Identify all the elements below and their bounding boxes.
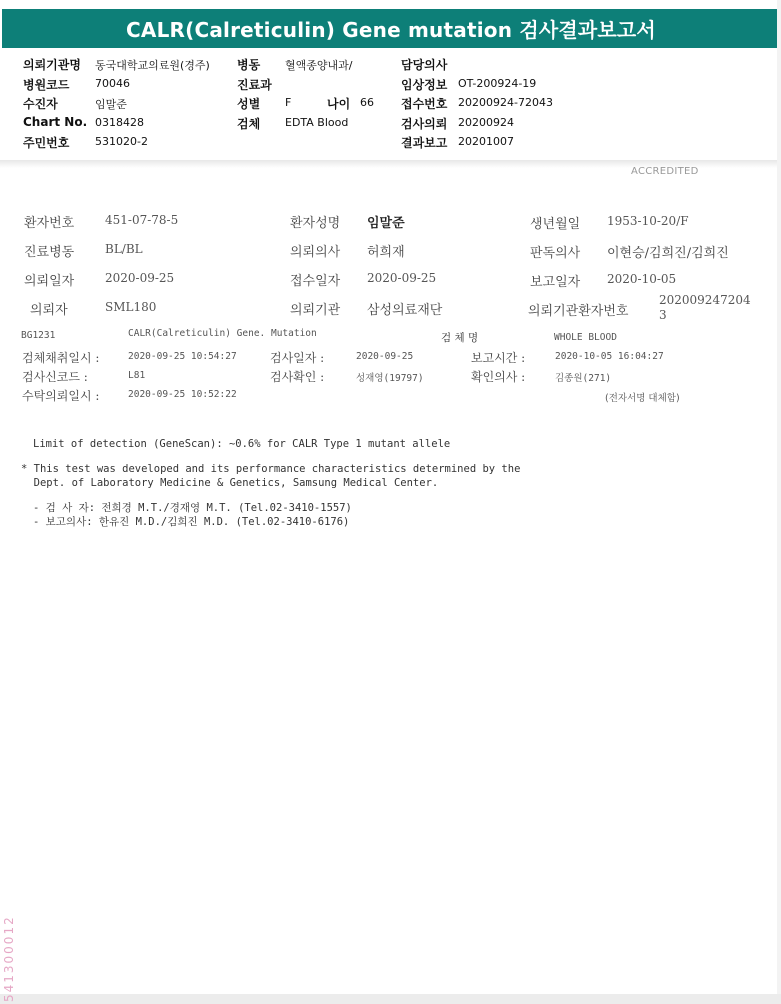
header-label: 검사의뢰 bbox=[401, 117, 448, 131]
header-label: 병동 bbox=[237, 58, 261, 72]
reporter-line: - 보고의사: 한유진 M.D./김희진 M.D. (Tel.02-3410-6176) bbox=[33, 516, 350, 528]
header-value: 531020-2 bbox=[95, 135, 148, 148]
patient-value: BL/BL bbox=[105, 242, 143, 256]
test-value: L81 bbox=[128, 370, 146, 381]
header-value: 20201007 bbox=[458, 135, 514, 148]
header-value: 0318428 bbox=[95, 116, 144, 129]
header-label: 진료과 bbox=[237, 78, 272, 92]
tester-line: - 검 사 자: 전희경 M.T./경재영 M.T. (Tel.02-3410-1557) bbox=[33, 502, 352, 514]
header-label: 병원코드 bbox=[23, 78, 70, 92]
patient-label: 의뢰의사 bbox=[290, 245, 341, 260]
patient-label: 의뢰기관 bbox=[290, 303, 341, 318]
test-label: 검사일자 : bbox=[270, 351, 325, 365]
patient-label: 보고일자 bbox=[530, 275, 581, 290]
age-value: 66 bbox=[360, 96, 374, 109]
header-value: EDTA Blood bbox=[285, 116, 349, 129]
patient-value: 451-07-78-5 bbox=[105, 213, 179, 227]
disclaimer-line-1: * This test was developed and its performance characteristics determined by the bbox=[21, 463, 521, 475]
test-name: CALR(Calreticulin) Gene. Mutation bbox=[128, 328, 317, 339]
header-info bbox=[0, 0, 781, 160]
header-value: 임말준 bbox=[95, 98, 127, 111]
side-serial-code: 541300012 bbox=[2, 915, 16, 1002]
patient-value: 허희재 bbox=[367, 245, 405, 260]
header-label: 주민번호 bbox=[23, 136, 70, 150]
patient-value: 1953-10-20/F bbox=[607, 214, 689, 228]
test-label: 수탁의뢰일시 : bbox=[22, 389, 100, 403]
patient-label: 진료병동 bbox=[24, 245, 75, 260]
header-value: OT-200924-19 bbox=[458, 77, 537, 90]
test-value: 김종원(271) bbox=[555, 373, 612, 384]
lod-note: Limit of detection (GeneScan): ~0.6% for CALR Type 1 mutant allele bbox=[33, 438, 451, 450]
specimen-label: 검 체 명 bbox=[441, 332, 479, 344]
report-title: CALR(Calreticulin) Gene mutation 검사결과보고서 bbox=[2, 9, 780, 48]
patient-value: 이현승/김희진/김희진 bbox=[607, 246, 729, 261]
test-value: 2020-09-25 bbox=[356, 351, 414, 362]
test-label: 검체채취일시 : bbox=[22, 351, 100, 365]
header-label: 임상정보 bbox=[401, 78, 448, 92]
header-label: Chart No. bbox=[23, 115, 88, 129]
header-label: 의뢰기관명 bbox=[23, 58, 81, 72]
patient-label: 접수일자 bbox=[290, 274, 341, 289]
patient-label: 환자번호 bbox=[24, 216, 75, 231]
patient-value: 202009247204 bbox=[659, 293, 751, 307]
patient-label: 의뢰기관환자번호 bbox=[528, 304, 629, 319]
test-label: 확인의사 : bbox=[471, 370, 526, 384]
header-value: F bbox=[285, 96, 292, 109]
header-label: 성별 bbox=[237, 97, 261, 111]
header-value: 20200924-72043 bbox=[458, 96, 553, 109]
patient-label: 판독의사 bbox=[530, 246, 581, 261]
age-label: 나이 bbox=[327, 97, 351, 111]
header-value: 혈액종양내과/ bbox=[285, 59, 353, 72]
header-label: 접수번호 bbox=[401, 97, 448, 111]
test-value: 2020-09-25 10:52:22 bbox=[128, 389, 237, 400]
header-label: 검체 bbox=[237, 117, 261, 131]
test-value: 2020-10-05 16:04:27 bbox=[555, 351, 664, 362]
patient-label: 의뢰자 bbox=[30, 303, 68, 318]
page-bottom-strip bbox=[0, 994, 781, 1004]
patient-value: 2020-09-25 bbox=[105, 271, 175, 285]
test-code: BG1231 bbox=[21, 330, 56, 341]
patient-value: 삼성의료재단 bbox=[367, 303, 443, 318]
test-value: 2020-09-25 10:54:27 bbox=[128, 351, 237, 362]
patient-value: 2020-10-05 bbox=[607, 272, 677, 286]
patient-label: 생년월일 bbox=[530, 217, 581, 232]
header-value: 20200924 bbox=[458, 116, 514, 129]
header-label: 결과보고 bbox=[401, 136, 448, 150]
patient-value-cont: 3 bbox=[659, 308, 667, 322]
patient-name: 임말준 bbox=[367, 216, 405, 231]
test-label: 검사신코드 : bbox=[22, 370, 88, 384]
header-value: 동국대학교의료원(경주) bbox=[95, 59, 210, 72]
patient-value: 2020-09-25 bbox=[367, 271, 437, 285]
accredited-mark: ACCREDITED bbox=[631, 166, 699, 177]
header-value: 70046 bbox=[95, 77, 130, 90]
signature-note: (전자서명 대체함) bbox=[605, 393, 680, 404]
test-label: 보고시간 : bbox=[471, 351, 526, 365]
patient-label: 의뢰일자 bbox=[24, 274, 75, 289]
header-label: 담당의사 bbox=[401, 58, 448, 72]
test-label: 검사확인 : bbox=[270, 370, 325, 384]
disclaimer-line-2: Dept. of Laboratory Medicine & Genetics, Samsung Medical Center. bbox=[21, 477, 439, 489]
patient-value: SML180 bbox=[105, 300, 157, 314]
specimen-value: WHOLE BLOOD bbox=[554, 332, 617, 343]
page-edge bbox=[777, 0, 781, 1004]
test-value: 성재영(19797) bbox=[356, 373, 424, 384]
patient-label: 환자성명 bbox=[290, 216, 341, 231]
header-label: 수진자 bbox=[23, 97, 58, 111]
